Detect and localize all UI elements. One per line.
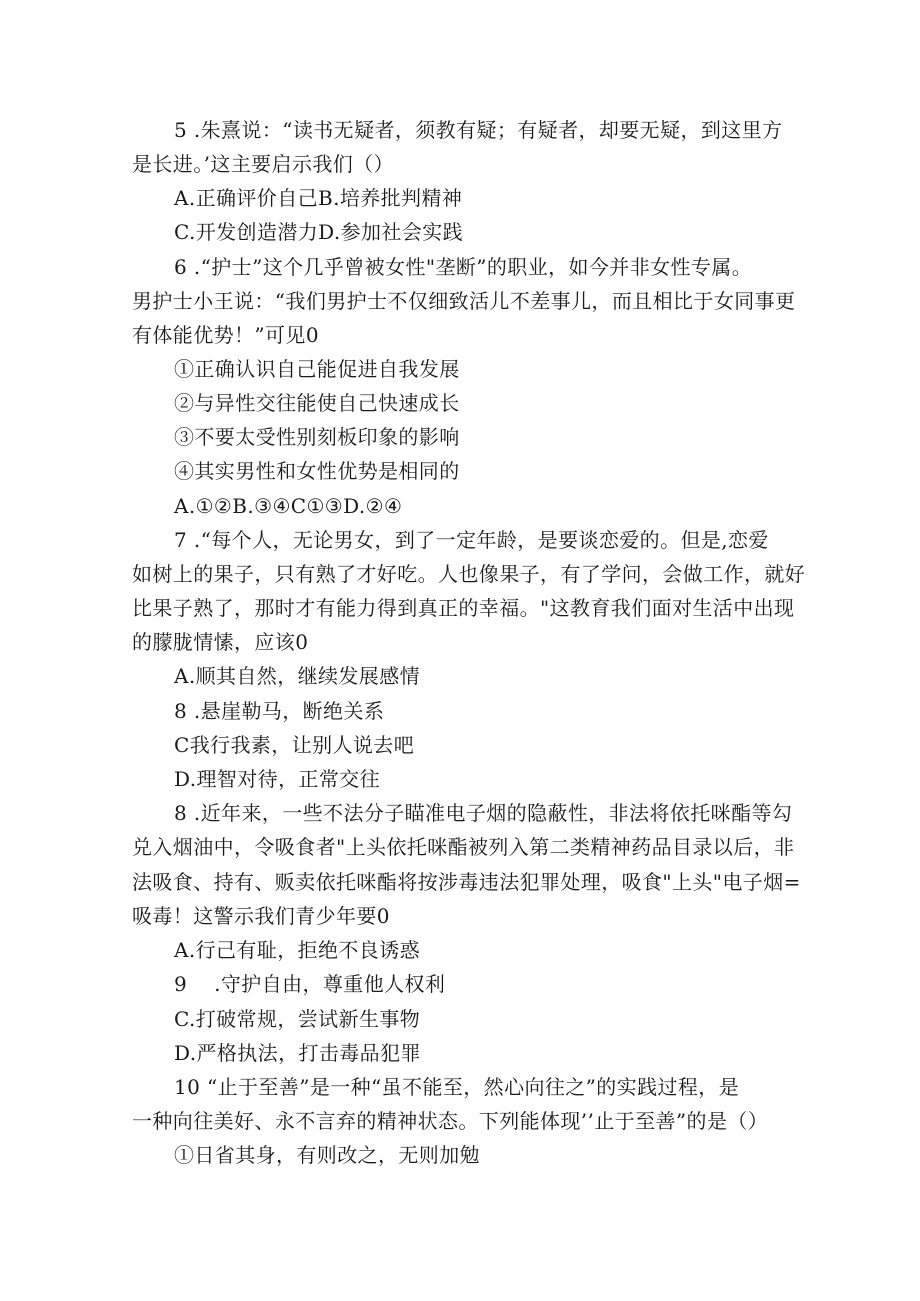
q7-stem-line-3: 比果子熟了，那时才有能力得到真正的幸福。"这教育我们面对生活中出现 [132, 596, 795, 620]
q5-stem-line-1: 5 .朱熹说：“读书无疑者，须教有疑；有疑者，却要无疑，到这里方 [174, 118, 783, 142]
q8-option-c: C.打破常规，尝试新生事物 [174, 1007, 421, 1031]
q7-option-c: C我行我素，让别人说去吧 [174, 733, 415, 757]
q10-statement-1: ①日省其身，有则改之，无则加勉 [174, 1143, 480, 1167]
q7-option-a: A.顺其自然，继续发展感情 [174, 664, 421, 688]
q5-stem-line-2: 是长进。’这主要启示我们（） [132, 152, 394, 176]
q8-stem-line-3: 法吸食、持有、贩卖依托咪酯将按涉毒违法犯罪处理，吸食"上头"电子烟= [132, 870, 801, 894]
q6-statement-3: ③不要太受性别刻板印象的影响 [174, 425, 460, 449]
q8-option-d: D.严格执法，打击毒品犯罪 [174, 1041, 421, 1065]
q7-stem-line-1: 7 .“每个人，无论男女，到了一定年龄，是要谈恋爱的。但是,恋爱 [174, 528, 769, 552]
q8-stem-line-1: 8 .近年来，一些不法分子瞄准电子烟的隐蔽性，非法将依托咪酯等勾 [174, 801, 793, 825]
q5-options-ab: A.正确评价自己B.培养批判精神 [174, 186, 463, 210]
q8-stem-line-4: 吸毒！这警示我们青少年要0 [132, 904, 390, 928]
q7-stem-line-2: 如树上的果子，只有熟了才好吃。人也像果子，有了学问，会做工作，就好 [132, 562, 806, 586]
q7-option-b: 8 .悬崖勒马，断绝关系 [174, 699, 385, 723]
q6-stem-line-1: 6 .“护士”这个几乎曾被女性"垄断”的职业，如今并非女性专属。 [174, 255, 753, 279]
q10-stem-line-1: 10 “止于至善”是一种“虽不能至，然心向往之”的实践过程，是 [174, 1075, 740, 1099]
q6-options: A.①②B.③④C①③D.②④ [174, 494, 403, 518]
q7-stem-line-4: 的朦胧情愫，应该0 [132, 630, 309, 654]
q10-stem-line-2: 一种向往美好、永不言弃的精神状态。下列能体现’’止于至善”的是（） [132, 1109, 769, 1133]
q6-stem-line-2: 男护士小王说：“我们男护士不仅细致活儿不差事儿，而且相比于女同事更 [132, 289, 796, 313]
q7-option-d: D.理智对待，正常交往 [174, 767, 381, 791]
q6-statement-1: ①正确认识自己能促进自我发展 [174, 357, 460, 381]
q5-options-cd: C.开发创造潜力D.参加社会实践 [174, 220, 464, 244]
q8-option-b: 9 .守护自由，尊重他人权利 [174, 972, 446, 996]
q6-statement-4: ④其实男性和女性优势是相同的 [174, 459, 460, 483]
q6-stem-line-3: 有体能优势！”可见0 [132, 323, 319, 347]
q8-option-a: A.行己有耻，拒绝不良诱惑 [174, 938, 421, 962]
q6-statement-2: ②与异性交往能使自己快速成长 [174, 391, 460, 415]
q8-stem-line-2: 兑入烟油中，令吸食者"上头依托咪酯被列入第二类精神药品目录以后，非 [132, 835, 795, 859]
